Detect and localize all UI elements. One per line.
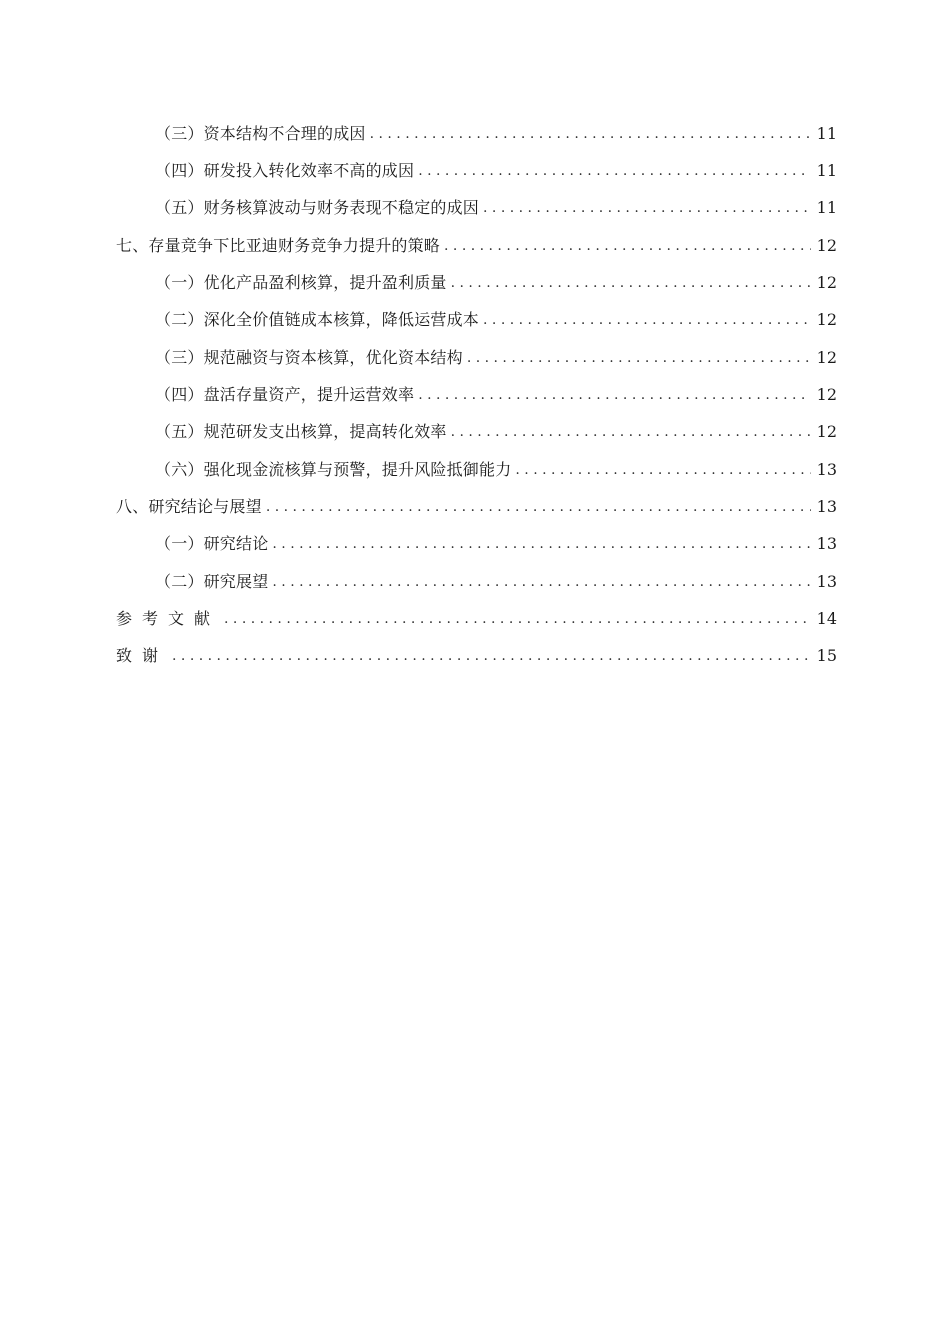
toc-dot-leader xyxy=(483,202,811,214)
toc-entry[interactable] xyxy=(155,194,837,218)
toc-entry-title: （二）深化全价值链成本核算，降低运营成本 xyxy=(155,310,480,329)
toc-entry-page: 13 xyxy=(816,497,837,516)
toc-entry-title: 七、存量竞争下比亚迪财务竞争力提升的策略 xyxy=(116,236,441,255)
toc-entry[interactable] xyxy=(155,120,837,144)
toc-dot-leader xyxy=(370,128,811,140)
toc-chapter-entry[interactable] xyxy=(116,642,837,666)
toc-chapter-entry[interactable] xyxy=(116,493,837,517)
toc-entry-page: 13 xyxy=(816,534,837,553)
toc-entry-title: （三）资本结构不合理的成因 xyxy=(155,124,366,143)
toc-dot-leader xyxy=(451,426,811,438)
toc-entry-title: 参考文献 xyxy=(116,609,221,628)
toc-entry[interactable] xyxy=(155,418,837,442)
toc-chapter-entry[interactable] xyxy=(116,232,837,256)
toc-entry-title: 八、研究结论与展望 xyxy=(116,497,262,516)
toc-chapter-entry[interactable] xyxy=(116,605,837,629)
toc-dot-leader xyxy=(483,314,811,326)
toc-entry-page: 15 xyxy=(816,646,837,665)
toc-entry[interactable] xyxy=(155,530,837,554)
toc-entry-page: 11 xyxy=(816,198,837,217)
toc-entry-page: 12 xyxy=(816,310,837,329)
toc-entry-title: （三）规范融资与资本核算，优化资本结构 xyxy=(155,348,463,367)
toc-entry-title: （四）盘活存量资产，提升运营效率 xyxy=(155,385,415,404)
toc-entry-page: 14 xyxy=(816,609,837,628)
toc-entry-title: （二）研究展望 xyxy=(155,572,269,591)
toc-entry[interactable] xyxy=(155,381,837,405)
toc-entry-page: 11 xyxy=(816,124,837,143)
toc-dot-leader xyxy=(451,277,811,289)
toc-entry[interactable] xyxy=(155,157,837,181)
toc-dot-leader xyxy=(467,352,811,364)
toc-dot-leader xyxy=(224,613,811,625)
toc-entry[interactable] xyxy=(155,306,837,330)
toc-entry-page: 12 xyxy=(816,273,837,292)
toc-entry-page: 11 xyxy=(816,161,837,180)
toc-entry-page: 13 xyxy=(816,460,837,479)
toc-entry-title: （一）研究结论 xyxy=(155,534,269,553)
toc-dot-leader xyxy=(418,389,810,401)
toc-entry-title: （五）财务核算波动与财务表现不稳定的成因 xyxy=(155,198,480,217)
toc-entry-title: （六）强化现金流核算与预警，提升风险抵御能力 xyxy=(155,460,512,479)
toc-entry-page: 12 xyxy=(816,385,837,404)
toc-entry-title: （四）研发投入转化效率不高的成因 xyxy=(155,161,415,180)
toc-dot-leader xyxy=(418,165,810,177)
toc-dot-leader xyxy=(266,501,811,513)
toc-entry[interactable] xyxy=(155,344,837,368)
toc-entry[interactable] xyxy=(155,269,837,293)
toc-entry[interactable] xyxy=(155,568,837,592)
toc-dot-leader xyxy=(272,576,810,588)
toc-dot-leader xyxy=(444,240,811,252)
toc-entry-page: 12 xyxy=(816,422,837,441)
toc-entry-title: 致谢 xyxy=(116,646,169,665)
toc-entry-title: （五）规范研发支出核算，提高转化效率 xyxy=(155,422,447,441)
toc-dot-leader xyxy=(515,464,810,476)
toc-dot-leader xyxy=(272,538,810,550)
toc-entry-title: （一）优化产品盈利核算，提升盈利质量 xyxy=(155,273,447,292)
toc-entry-page: 12 xyxy=(816,236,837,255)
toc-dot-leader xyxy=(172,650,811,662)
toc-entry-page: 13 xyxy=(816,572,837,591)
toc-entry-page: 12 xyxy=(816,348,837,367)
toc-entry[interactable] xyxy=(155,456,837,480)
